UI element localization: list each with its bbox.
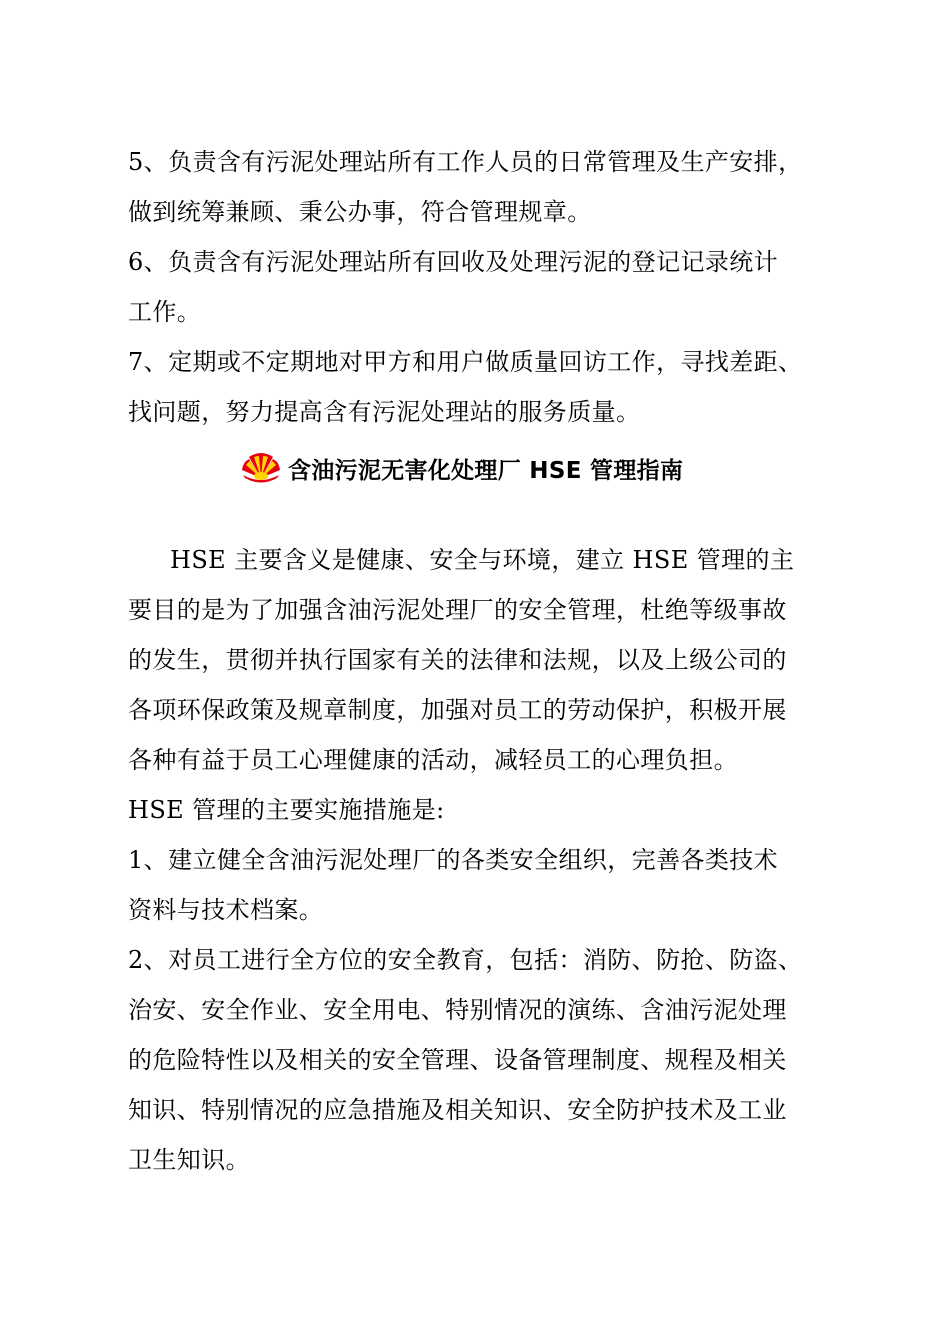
text-line: 5、负责含有污泥处理站所有工作人员的日常管理及生产安排， [128, 148, 803, 176]
text-line: 做到统筹兼顾、秉公办事，符合管理规章。 [128, 198, 592, 226]
text-line: 6、负责含有污泥处理站所有回收及处理污泥的登记记录统计 [128, 248, 779, 276]
text-line: 2、对员工进行全方位的安全教育，包括：消防、防抢、防盗、 [128, 946, 803, 974]
text-line: 要目的是为了加强含油污泥处理厂的安全管理，杜绝等级事故 [128, 596, 787, 624]
petrochina-logo-icon [240, 451, 282, 485]
text-line: 的发生，贯彻并执行国家有关的法律和法规，以及上级公司的 [128, 646, 787, 674]
text-line: 资料与技术档案。 [128, 896, 324, 924]
paragraph-first-line: HSE 主要含义是健康、安全与环境，建立 HSE 管理的主 [170, 546, 795, 574]
text-line: 工作。 [128, 298, 202, 326]
text-line: 知识、特别情况的应急措施及相关知识、安全防护技术及工业 [128, 1096, 787, 1124]
text-line: 7、定期或不定期地对甲方和用户做质量回访工作，寻找差距、 [128, 348, 803, 376]
text-line: 1、建立健全含油污泥处理厂的各类安全组织，完善各类技术 [128, 846, 779, 874]
section-heading [240, 450, 683, 486]
text-line: 治安、安全作业、安全用电、特别情况的演练、含油污泥处理 [128, 996, 787, 1024]
text-line: 卫生知识。 [128, 1146, 250, 1174]
text-line: 的危险特性以及相关的安全管理、设备管理制度、规程及相关 [128, 1046, 787, 1074]
text-line: 各种有益于员工心理健康的活动，减轻员工的心理负担。 [128, 746, 738, 774]
heading-title: 含油污泥无害化处理厂 HSE 管理指南 [288, 457, 684, 484]
text-line: 各项环保政策及规章制度，加强对员工的劳动保护，积极开展 [128, 696, 787, 724]
text-line: 找问题，努力提高含有污泥处理站的服务质量。 [128, 398, 641, 426]
text-line: HSE 管理的主要实施措施是: [128, 796, 445, 824]
